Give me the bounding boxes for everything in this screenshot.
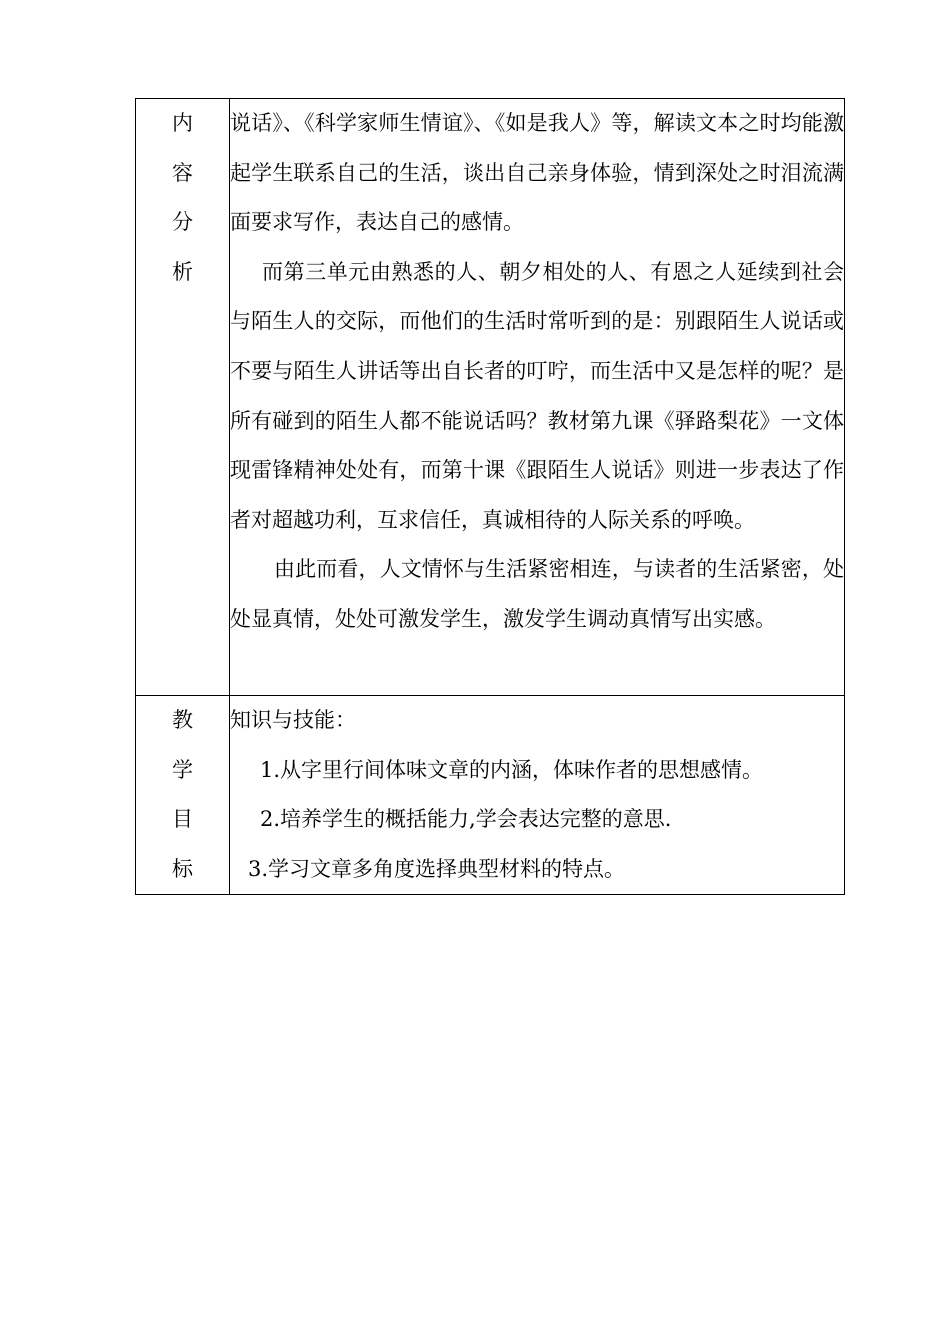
objective-item: 2.培养学生的概括能力,学会表达完整的意思. (260, 807, 672, 832)
teaching-objectives-label-cell (136, 696, 230, 895)
teaching-objectives-row (136, 696, 845, 895)
analysis-paragraph: 而第三单元由熟悉的人、朝夕相处的人、有恩之人延续到社会与陌生人的交际，而他们的生活时常听到的是：别跟陌生人说话或不要与陌生人讲话等出自长者的叮咛，而生活中又是怎样的呢？是所有碰到的陌生人都不能说话吗？教材第九课《驿路梨花》一文体现雷锋精神处处有，而第十课《跟陌生人说话》则进一步表达了作者对超越功利，互求信任，真诚相待的人际关系的呼唤。 (230, 259, 844, 532)
content-analysis-label-cell (136, 99, 230, 696)
teaching-objectives-text-cell (230, 696, 845, 895)
objectives-heading: 知识与技能： (230, 708, 356, 732)
label-char: 学 (172, 757, 193, 782)
label-char: 分 (172, 210, 193, 235)
content-analysis-text-cell (230, 99, 845, 696)
lesson-plan-table (135, 98, 845, 895)
label-char: 内 (172, 111, 193, 135)
content-analysis-row (136, 99, 845, 696)
objective-item: 3.学习文章多角度选择典型材料的特点。 (248, 856, 626, 881)
label-char: 教 (172, 708, 193, 732)
label-char: 标 (172, 856, 193, 881)
objective-item: 1.从字里行间体味文章的内涵，体味作者的思想感情。 (260, 757, 764, 782)
analysis-paragraph: 由此而看，人文情怀与生活紧密相连，与读者的生活紧密，处处显真情，处处可激发学生，激发学生调动真情写出实感。 (230, 557, 844, 631)
label-char: 析 (172, 259, 193, 284)
label-char: 容 (172, 160, 193, 185)
analysis-paragraph: 说话》、《科学家师生情谊》、《如是我人》等，解读文本之时均能激起学生联系自己的生活，谈出自己亲身体验，情到深处之时泪流满面要求写作，表达自己的感情。 (230, 111, 844, 235)
label-char: 目 (172, 807, 193, 832)
